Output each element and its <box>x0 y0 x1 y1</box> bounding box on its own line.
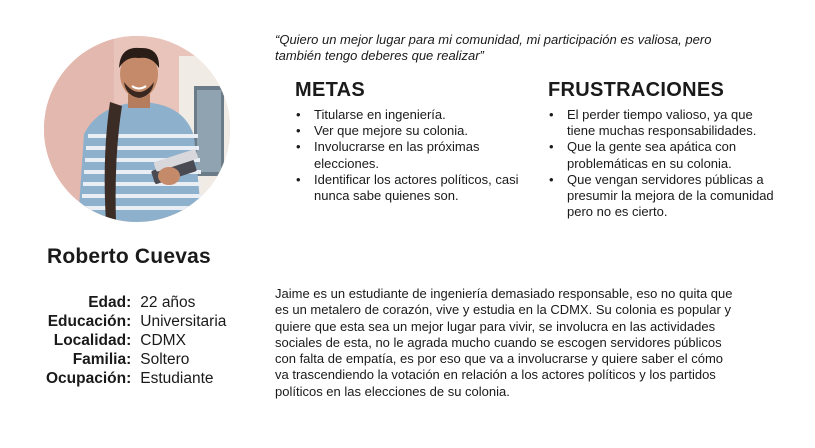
goal-item: • Ver que mejore su colonia. <box>295 123 520 139</box>
attribute-row-age <box>46 293 226 312</box>
goal-item: • Involucrarse en las próximas elecciones. <box>295 139 520 171</box>
attribute-row-occupation <box>46 369 226 388</box>
goal-item: • Titularse en ingeniería. <box>295 107 520 123</box>
frustrations-list <box>548 107 778 220</box>
frustration-item: • Que vengan servidores públicas a presumir la mejora de la comunidad pero no es cierto. <box>548 172 778 221</box>
persona-photo-illustration <box>44 36 230 222</box>
persona-attributes <box>46 293 226 388</box>
attribute-row-education <box>46 312 226 331</box>
goals-list <box>295 107 520 204</box>
attribute-label: Edad: <box>88 294 132 311</box>
attribute-label: Ocupación: <box>46 370 132 387</box>
persona-quote: “Quiero un mejor lugar para mi comunidad, mi participación es valiosa, pero también tengo deberes que realizar” <box>275 32 712 63</box>
attribute-value: 22 años <box>140 294 196 311</box>
goals-heading: METAS <box>295 79 366 101</box>
attribute-value: Soltero <box>140 351 190 368</box>
attribute-value: Universitaria <box>140 313 227 330</box>
attribute-label: Localidad: <box>53 332 132 349</box>
attribute-value: CDMX <box>140 332 186 349</box>
persona-bio: Jaime es un estudiante de ingeniería demasiado responsable, eso no quita que es un metalero de corazón, vive y estudia en la CDMX. Su colonia es popular y quiere que esta sea un mejor lugar para vivir, se involucra en las actividades sociales de esta, no le agrada mucho cuando se escogen servidores públicos con falta de empatía, es por eso que va a involucrarse y quiere saber el cómo va trascendiendo la votación en relación a los actores políticos y los partidos políticos en las elecciones de su colonia. <box>275 286 733 399</box>
attribute-label: Educación: <box>47 313 132 330</box>
frustrations-heading: FRUSTRACIONES <box>548 79 725 101</box>
attribute-label: Familia: <box>72 351 132 368</box>
attribute-row-location <box>46 331 226 350</box>
attribute-value: Estudiante <box>140 370 214 387</box>
attribute-row-family <box>46 350 226 369</box>
goal-item: • Identificar los actores políticos, casi nunca sabe quienes son. <box>295 172 520 204</box>
persona-photo <box>44 36 230 222</box>
frustration-item: • Que la gente sea apática con problemáticas en su colonia. <box>548 139 778 171</box>
persona-name: Roberto Cuevas <box>47 245 211 268</box>
frustration-item: • El perder tiempo valioso, ya que tiene muchas responsabilidades. <box>548 107 778 139</box>
